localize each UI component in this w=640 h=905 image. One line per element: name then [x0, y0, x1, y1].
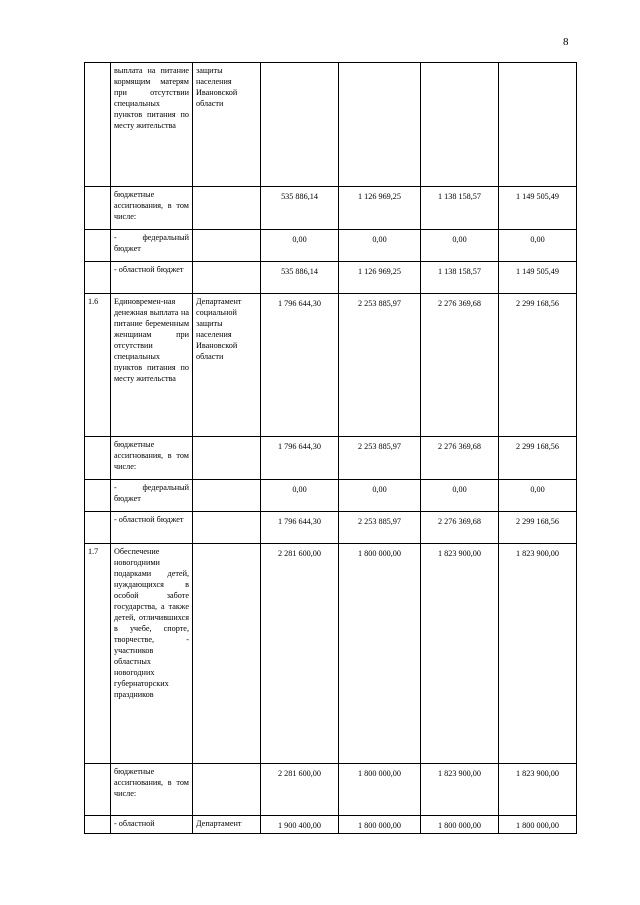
table-row — [85, 294, 577, 437]
table-row — [85, 230, 577, 262]
value-2018: 0,00 — [261, 480, 339, 512]
row-name: выплата на питание кормящим матерям при отсутствии специальных пунктов питания по месту жительства — [111, 63, 193, 187]
row-executor — [193, 764, 261, 816]
row-number — [85, 764, 111, 816]
value-2020: 2 276 369,68 — [421, 294, 499, 437]
row-number: 1.6 — [85, 294, 111, 437]
value-2019: 1 800 000,00 — [339, 544, 421, 764]
value-2021: 2 299 168,56 — [499, 294, 577, 437]
value-2021: 1 823 900,00 — [499, 544, 577, 764]
value-2020: 1 800 000,00 — [421, 816, 499, 834]
value-2021: 1 149 505,49 — [499, 187, 577, 230]
value-2020: 2 276 369,68 — [421, 437, 499, 480]
row-name: - федеральный бюджет — [111, 480, 193, 512]
row-name: бюджетные ассигнования, в том числе: — [111, 764, 193, 816]
row-name: - областной бюджет — [111, 262, 193, 294]
table-row — [85, 262, 577, 294]
row-number: 1.7 — [85, 544, 111, 764]
value-2021: 0,00 — [499, 230, 577, 262]
value-2018: 1 900 400,00 — [261, 816, 339, 834]
value-2019: 1 800 000,00 — [339, 764, 421, 816]
value-2020: 1 823 900,00 — [421, 544, 499, 764]
table-row — [85, 63, 577, 187]
row-name: бюджетные ассигнования, в том числе: — [111, 187, 193, 230]
row-executor: защиты населения Ивановской области — [193, 63, 261, 187]
value-2020: 2 276 369,68 — [421, 512, 499, 544]
value-2018: 535 886,14 — [261, 262, 339, 294]
row-name: бюджетные ассигнования, в том числе: — [111, 437, 193, 480]
value-2018: 1 796 644,30 — [261, 437, 339, 480]
row-number — [85, 63, 111, 187]
row-name: - областной бюджет — [111, 512, 193, 544]
value-2018: 535 886,14 — [261, 187, 339, 230]
row-executor — [193, 262, 261, 294]
value-2020: 1 138 158,57 — [421, 187, 499, 230]
value-2021: 0,00 — [499, 480, 577, 512]
value-2020: 1 138 158,57 — [421, 262, 499, 294]
row-number — [85, 262, 111, 294]
row-name: - областной — [111, 816, 193, 834]
budget-table — [84, 62, 577, 834]
row-number — [85, 816, 111, 834]
row-executor — [193, 437, 261, 480]
value-2018: 2 281 600,00 — [261, 544, 339, 764]
row-name: Обеспечение новогодними подарками детей, нуждающихся в особой заботе государства, а также детей, отличившихся в учебе, спорте, творчестве, - участников областных новогодних губернаторских праздников — [111, 544, 193, 764]
value-2021: 1 800 000,00 — [499, 816, 577, 834]
value-2018 — [261, 63, 339, 187]
value-2018: 1 796 644,30 — [261, 294, 339, 437]
value-2018: 2 281 600,00 — [261, 764, 339, 816]
row-name: Единовремен-ная денежная выплата на питание беременным женщинам при отсутствии специальных пунктов питания по месту жительства — [111, 294, 193, 437]
table-row — [85, 437, 577, 480]
value-2020 — [421, 63, 499, 187]
row-number — [85, 512, 111, 544]
row-executor: Департамент — [193, 816, 261, 834]
row-number — [85, 187, 111, 230]
table-row — [85, 187, 577, 230]
value-2019: 1 126 969,25 — [339, 187, 421, 230]
value-2020: 0,00 — [421, 480, 499, 512]
value-2019: 1 126 969,25 — [339, 262, 421, 294]
row-executor — [193, 544, 261, 764]
row-number — [85, 437, 111, 480]
table-row — [85, 480, 577, 512]
value-2021: 2 299 168,56 — [499, 437, 577, 480]
value-2018: 1 796 644,30 — [261, 512, 339, 544]
value-2019: 1 800 000,00 — [339, 816, 421, 834]
row-executor — [193, 480, 261, 512]
value-2021 — [499, 63, 577, 187]
table-row — [85, 764, 577, 816]
table-row — [85, 512, 577, 544]
table-row — [85, 544, 577, 764]
row-executor — [193, 230, 261, 262]
value-2019 — [339, 63, 421, 187]
row-executor — [193, 512, 261, 544]
page-number: 8 — [563, 36, 569, 48]
row-name: - федеральный бюджет — [111, 230, 193, 262]
value-2019: 0,00 — [339, 230, 421, 262]
row-number — [85, 230, 111, 262]
value-2021: 1 149 505,49 — [499, 262, 577, 294]
value-2019: 2 253 885,97 — [339, 294, 421, 437]
value-2020: 0,00 — [421, 230, 499, 262]
value-2018: 0,00 — [261, 230, 339, 262]
value-2019: 2 253 885,97 — [339, 437, 421, 480]
row-executor: Департамент социальной защиты населения Ивановской области — [193, 294, 261, 437]
value-2019: 2 253 885,97 — [339, 512, 421, 544]
row-executor — [193, 187, 261, 230]
value-2021: 2 299 168,56 — [499, 512, 577, 544]
table-row — [85, 816, 577, 834]
row-number — [85, 480, 111, 512]
value-2021: 1 823 900,00 — [499, 764, 577, 816]
value-2020: 1 823 900,00 — [421, 764, 499, 816]
value-2019: 0,00 — [339, 480, 421, 512]
